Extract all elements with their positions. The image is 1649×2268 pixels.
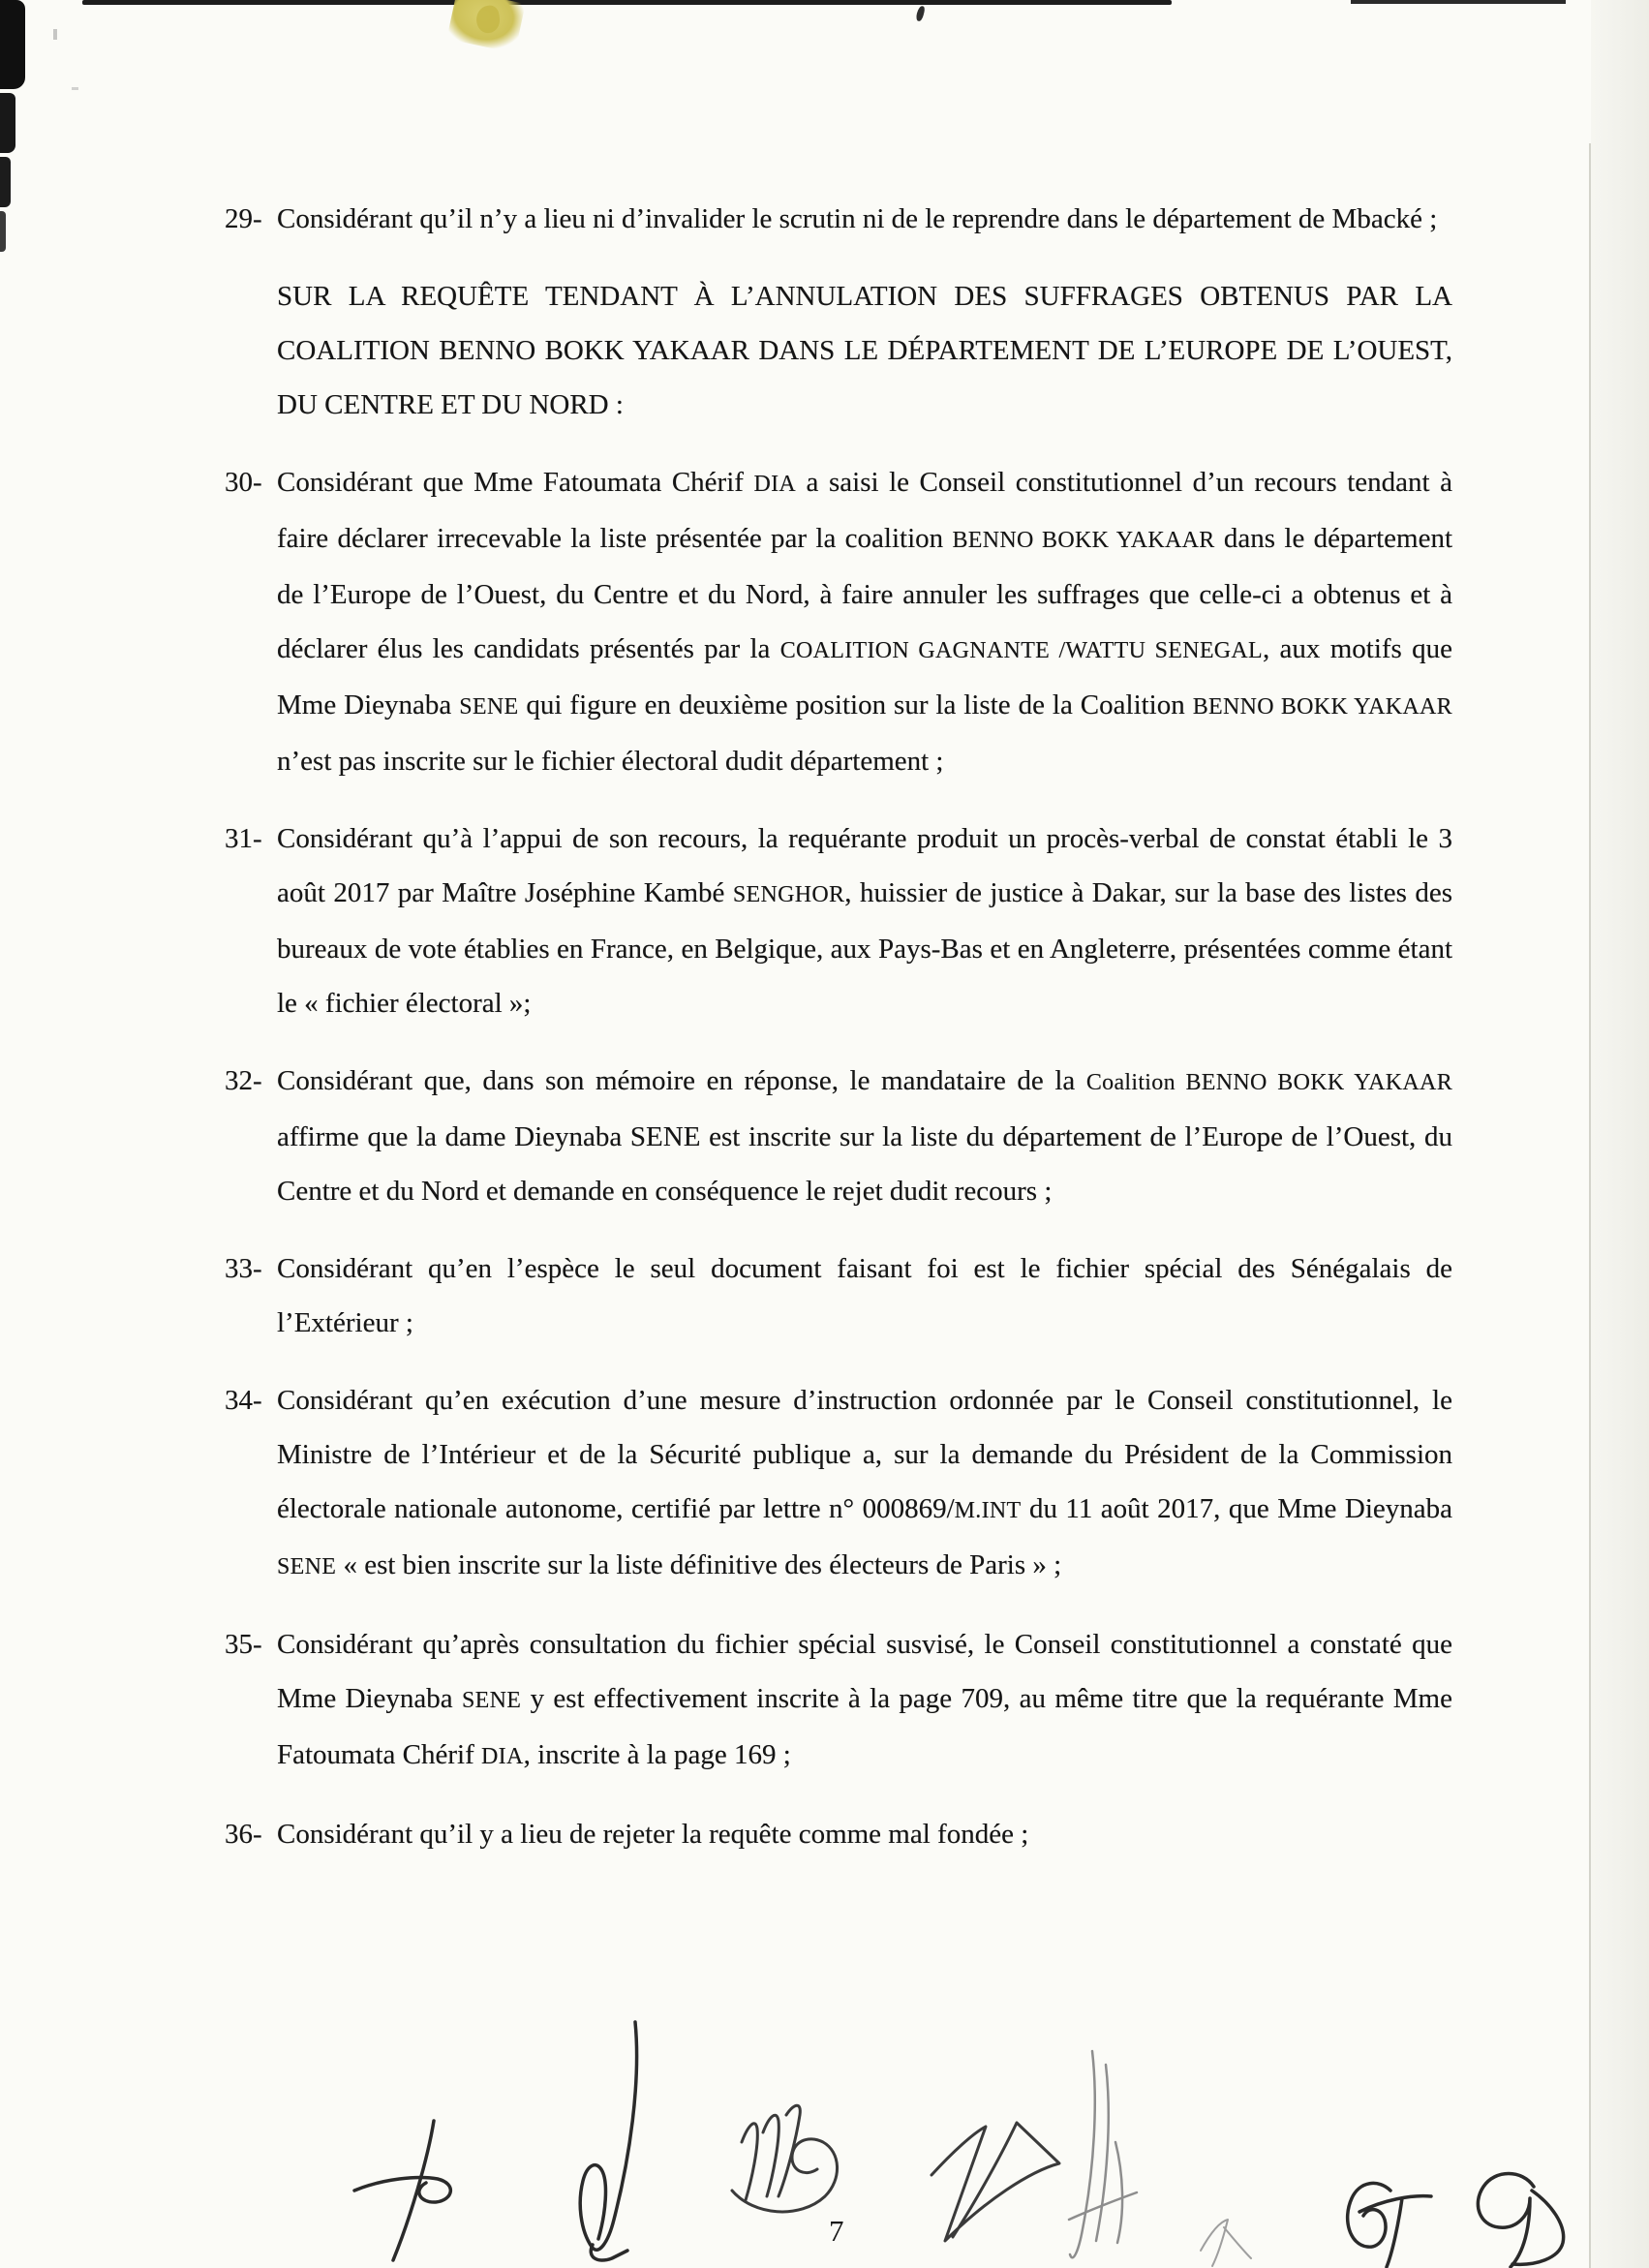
paragraph-text: Considérant qu’en l’espèce le seul document faisant foi est le fichier spécial des Sénégalais de l’Extérieur ; [277,1253,1452,1338]
paragraph-number [225,269,277,432]
signature-mark [354,2121,450,2260]
signature-mark [1348,2183,1431,2267]
scan-edge-artifact [0,0,25,89]
paragraph-number: 35- [225,1629,262,1660]
paragraph-text: SUR LA REQUÊTE TENDANT À L’ANNULATION DES SUFFRAGES OBTENUS PAR LA COALITION BENNO BOKK YAKAAR DANS LE DÉPARTEMENT DE L’EUROPE DE L’OUEST, DU CENTRE ET DU NORD : [277,281,1452,420]
page-edge-shadow [1591,0,1649,2268]
document-body [225,192,1452,1885]
paragraph-text: Considérant qu’après consultation du fichier spécial susvisé, le Conseil constitutionnel a constaté que Mme Dieynaba SENE y est effectivement inscrite à la page 709, au même titre que la requérante Mme Fatoumata Chérif DIA, inscrite à la page 169 ; [277,1629,1452,1770]
paragraph-number: 33- [225,1253,262,1284]
considerant-paragraph [225,192,1452,246]
paragraph-text: Considérant qu’à l’appui de son recours, la requérante produit un procès-verbal de constat établi le 3 août 2017 par Maître Joséphine Kambé SENGHOR, huissier de justice à Dakar, sur la base des listes des bureaux de vote établies en France, en Belgique, aux Pays-Bas et en Angleterre, présentées comme étant le « fichier électoral »; [277,823,1452,1019]
considerant-paragraph [225,1373,1452,1594]
ink-speck [915,5,926,21]
ink-speck [53,29,57,40]
signature-mark [732,2105,838,2212]
paragraph-number: 32- [225,1065,262,1096]
paragraph-text: Considérant qu’il n’y a lieu ni d’invalider le scrutin ni de le reprendre dans le département de Mbacké ; [277,203,1438,234]
considerant-paragraph [225,1054,1452,1218]
paragraph-number: 34- [225,1385,262,1416]
paragraph-number: 30- [225,467,262,498]
scan-edge-artifact [0,93,15,153]
page-number: 7 [829,2214,844,2248]
considerant-paragraph [225,1807,1452,1861]
considerant-paragraph [225,1617,1452,1784]
paragraph-text: Considérant que, dans son mémoire en réponse, le mandataire de la Coalition BENNO BOKK YAKAAR affirme que la dame Dieynaba SENE est inscrite sur la liste du département de l’Europe de l’Ouest, du Centre et du Nord et demande en conséquence le rejet dudit recours ; [277,1065,1453,1207]
considerant-paragraph [225,1241,1452,1350]
paragraph-text: Considérant qu’en exécution d’une mesure d’instruction ordonnée par le Conseil constitutionnel, le Ministre de l’Intérieur et de la Sécurité publique a, sur la demande du Président de la Commission électorale nationale autonome, certifié par lettre n° 000869/M.INT du 11 août 2017, que Mme Dieynaba SENE « est bien inscrite sur la liste définitive des électeurs de Paris » ; [277,1385,1452,1580]
scan-edge-artifact [0,157,11,207]
page-edge-line [1589,143,1591,2268]
paragraph-text: Considérant qu’il y a lieu de rejeter la requête comme mal fondée ; [277,1819,1029,1850]
section-heading [225,269,1452,432]
paragraph-number: 31- [225,823,262,854]
signature-mark [1201,2220,1251,2266]
scan-edge-artifact [0,211,6,252]
paragraph-number: 29- [225,203,262,234]
paragraph-number: 36- [225,1819,262,1850]
paragraph-text: Considérant que Mme Fatoumata Chérif DIA a saisi le Conseil constitutionnel d’un recours tendant à faire déclarer irrecevable la liste présentée par la coalition BENNO BOKK YAKAAR dans le département de l’Europe de l’Ouest, du Centre et du Nord, à faire annuler les suffrages que celle-ci a obtenus et à déclarer élus les candidats présentés par la COALITION GAGNANTE /WATTU SENEGAL, aux motifs que Mme Dieynaba SENE qui figure en deuxième position sur la liste de la Coalition BENNO BOKK YAKAAR n’est pas inscrite sur le fichier électoral dudit département ; [277,467,1453,777]
signature-mark [1478,2174,1563,2268]
signature-mark [580,2022,636,2260]
considerant-paragraph [225,812,1452,1030]
signature-mark [931,2123,1059,2241]
scan-edge-artifact [82,0,1172,5]
ink-speck [72,87,78,90]
scan-edge-artifact [1351,0,1566,4]
considerant-paragraph [225,455,1452,788]
signature-mark [1069,2051,1137,2257]
